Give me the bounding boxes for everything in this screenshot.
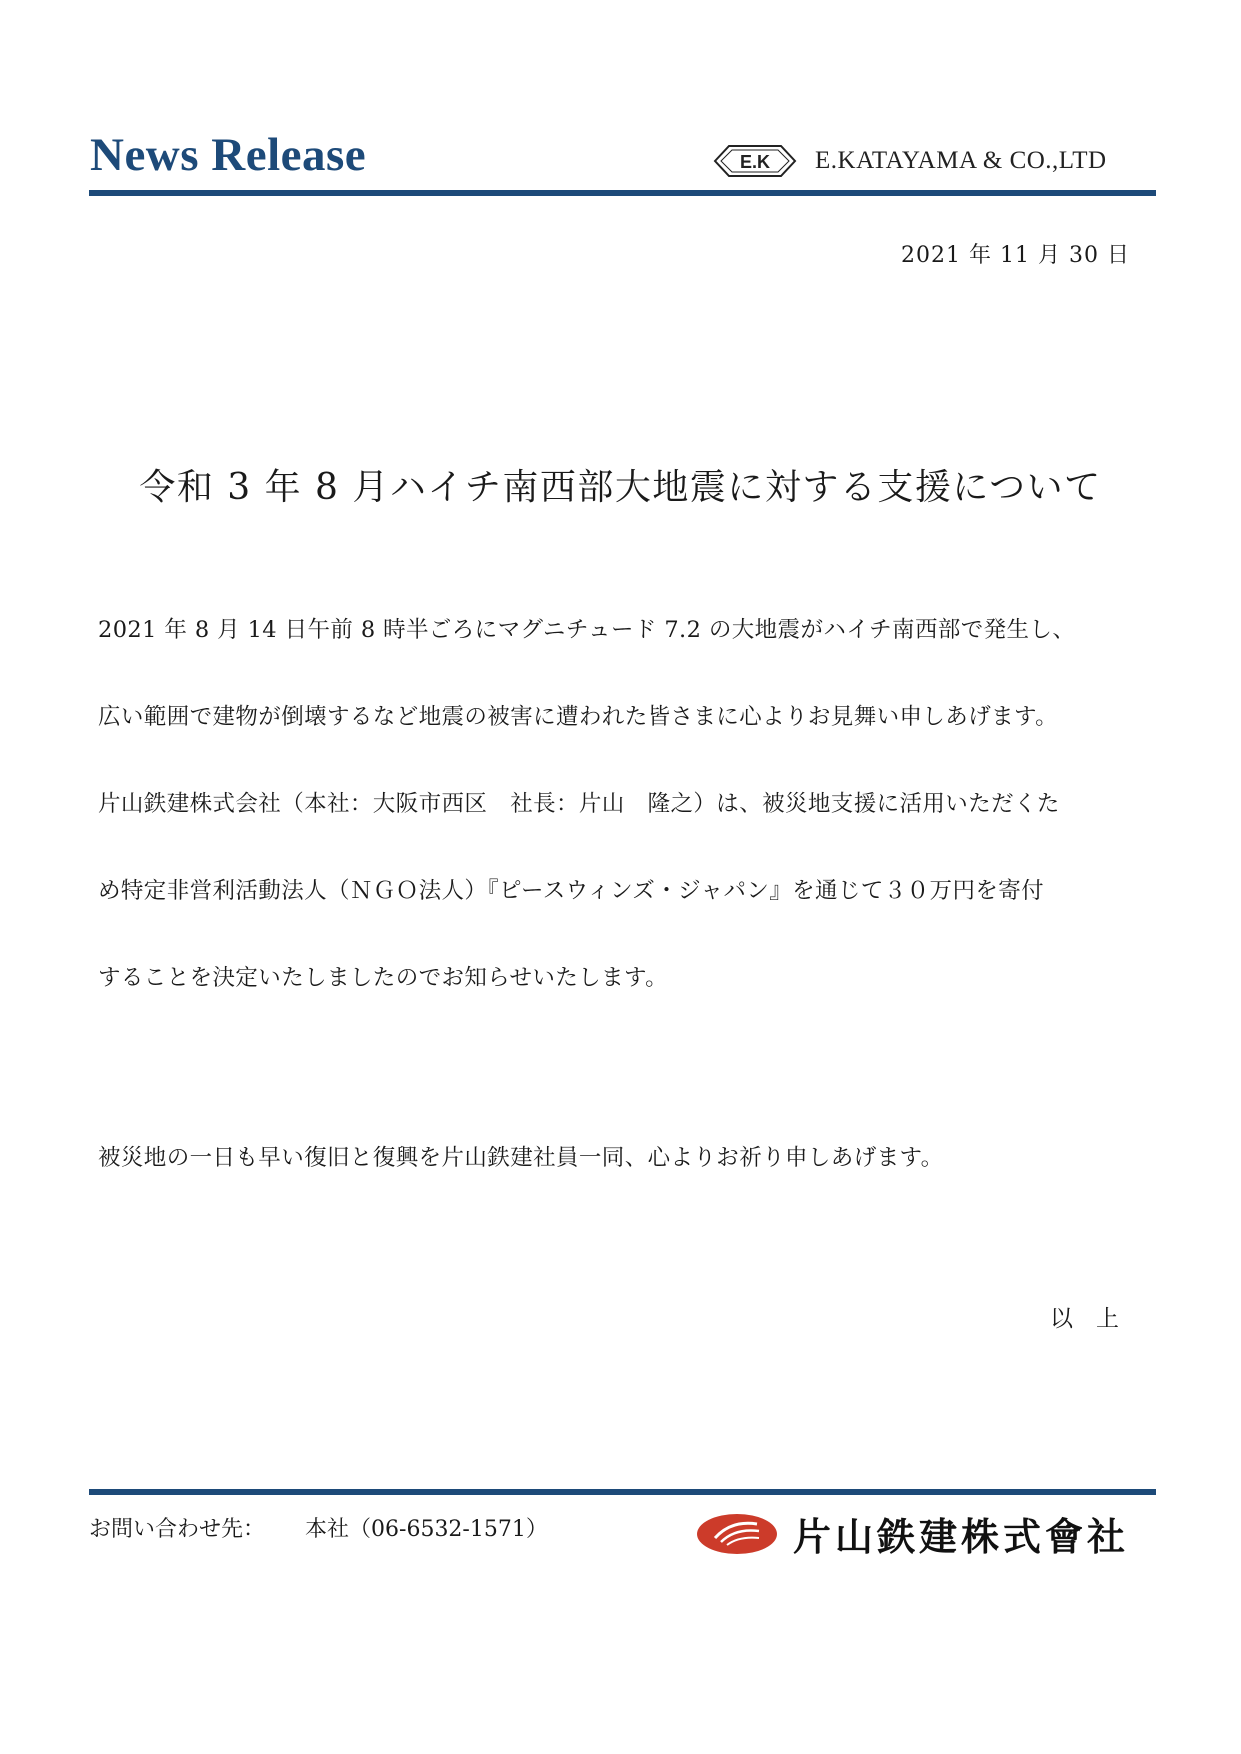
body-line-3: 片山鉄建株式会社（本社：大阪市西区 社長：片山 隆之）は、被災地支援に活用いただくた bbox=[98, 791, 1060, 817]
company-footer-brand bbox=[695, 1506, 1129, 1561]
contact-info bbox=[89, 1512, 548, 1543]
footer-divider bbox=[89, 1489, 1156, 1495]
contact-value: 本社（06-6532-1571） bbox=[305, 1517, 548, 1542]
prayer-statement: 被災地の一日も早い復旧と復興を片山鉄建社員一同、心よりお祈り申しあげます。 bbox=[98, 1145, 944, 1171]
body-line-4: め特定非営利活動法人（ＮＧＯ法人）『ピースウィンズ・ジャパン』を通じて３０万円を寄付 bbox=[98, 878, 1045, 904]
body-line-5: することを決定いたしましたのでお知らせいたします。 bbox=[98, 965, 669, 991]
body-line-1: 2021 年 8 月 14 日午前 8 時半ごろにマグニチュード 7.2 の大地震がハイチ南西部で発生し、 bbox=[98, 617, 1076, 643]
header-divider bbox=[89, 190, 1156, 196]
ek-logo-icon bbox=[713, 143, 797, 179]
body-line-2: 広い範囲で建物が倒壊するなど地震の被害に遭われた皆さまに心よりお見舞い申しあげます。 bbox=[98, 704, 1059, 730]
ek-logo-text: E.K bbox=[739, 152, 771, 172]
news-release-title: News Release bbox=[90, 129, 367, 181]
company-name-jp: 片山鉄建株式會社 bbox=[793, 1514, 1130, 1559]
document-title: 令和 3 年 8 月ハイチ南西部大地震に対する支援について bbox=[139, 467, 1102, 508]
katayama-logo-icon bbox=[695, 1510, 779, 1558]
release-date: 2021 年 11 月 30 日 bbox=[901, 243, 1130, 268]
contact-label: お問い合わせ先： bbox=[89, 1517, 266, 1542]
company-name-en: E.KATAYAMA & CO.,LTD bbox=[815, 147, 1107, 174]
company-header-brand bbox=[713, 143, 1107, 179]
closing-mark: 以 上 bbox=[1050, 1306, 1119, 1332]
